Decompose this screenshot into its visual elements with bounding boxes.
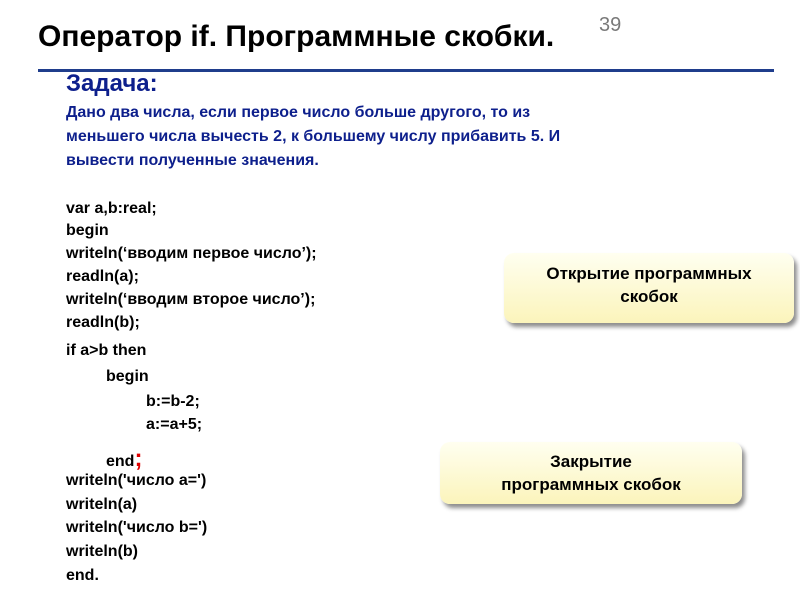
code-line: var a,b:real;	[66, 200, 157, 217]
task-line: Дано два числа, если первое число больше другого, то из	[66, 104, 531, 121]
code-line: writeln('число b=')	[66, 519, 208, 536]
callout-close-brackets	[440, 442, 742, 504]
callout-line: скобок	[620, 287, 678, 306]
code-line: writeln(‘вводим первое число’);	[66, 245, 317, 262]
code-line: writeln(‘вводим второе число’);	[66, 291, 316, 308]
code-line: writeln(b)	[66, 543, 138, 560]
code-line: readln(a);	[66, 268, 139, 285]
code-line: a:=a+5;	[146, 416, 203, 433]
callout-open-brackets	[504, 253, 794, 323]
code-line: begin	[106, 368, 149, 385]
task-line: вывести полученные значения.	[66, 152, 319, 169]
slide-number: 39	[599, 14, 622, 36]
code-line: writeln('число a=')	[66, 472, 207, 489]
task-heading: Задача:	[66, 70, 158, 97]
code-line: readln(b);	[66, 314, 140, 331]
callout-line: Открытие программных	[546, 264, 752, 283]
task-description	[66, 101, 560, 173]
code-line: b:=b-2;	[146, 393, 200, 410]
code-line	[106, 445, 142, 473]
callout-line: программных скобок	[501, 475, 681, 494]
code-line: if a>b then	[66, 342, 147, 359]
code-line: end.	[66, 567, 99, 584]
code-line: writeln(a)	[66, 496, 138, 513]
slide-title: Оператор if. Программные скобки.	[38, 20, 555, 53]
callout-line: Закрытие	[550, 452, 632, 471]
task-line: меньшего числа вычесть 2, к большему числу прибавить 5. И	[66, 128, 561, 145]
end-semicolon: ;	[134, 445, 143, 472]
code-line: begin	[66, 222, 109, 239]
code-end-keyword: end	[106, 453, 135, 470]
